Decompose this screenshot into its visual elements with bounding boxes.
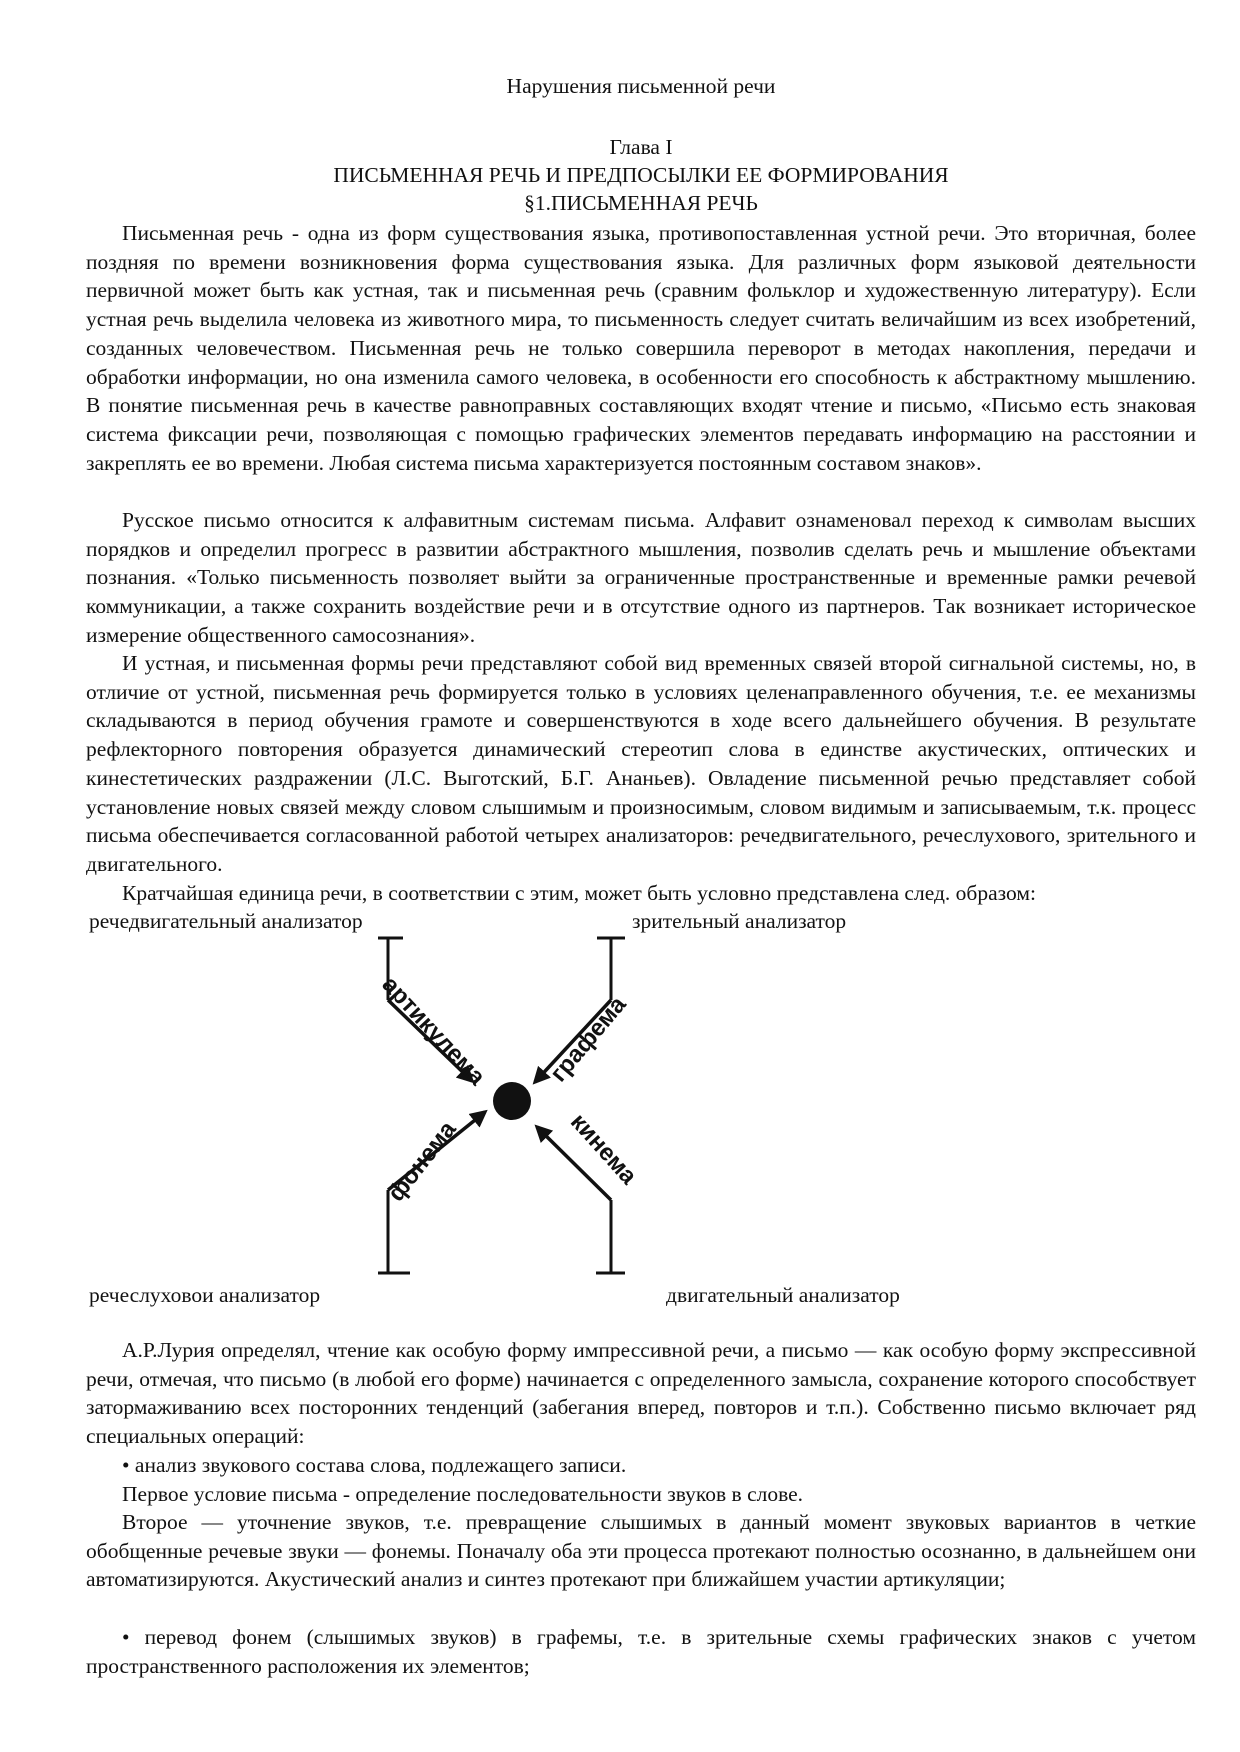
paragraph: А.Р.Лурия определял, чтение как особую форму импрессивной речи, а письмо — как особую форму экспрессивной речи, отмечая, что письмо (в любой его форме) начинается с определенного замысла, сохранение которого способствует затормаживанию всех посторонних тенденций (забегания вперед, повторов и т.п.). Собственно письмо включает ряд специальных операций:: [86, 1338, 1196, 1449]
chapter-number: Глава I: [609, 135, 673, 159]
paragraph: И устная, и письменная формы речи представляют собой вид временных связей второй сигнальной системы, но, в отличие от устной, письменная речь формируется только в условиях целенаправленного обучения, т.е. ее механизмы складываются в период обучения грамоте и совершенствуются в ходе всего дальнейшего обучения. В результате рефлекторного повторения образуется динамический стереотип слова в единстве акустических, оптических и кинестетических раздражении (Л.С. Выготский, Б.Г. Ананьев). Овладение письменной речью представляет собой установление новых связей между словом слышимым и произносимым, словом видимым и записываемым, т.к. процесс письма обеспечивается согласованной работой четырех анализаторов: речедвигательного, речеслухового, зрительного и двигательного.: [86, 651, 1196, 876]
chapter-title: ПИСЬМЕННАЯ РЕЧЬ И ПРЕДПОСЫЛКИ ЕЕ ФОРМИРОВАНИЯ: [333, 163, 949, 187]
diagram-label-bottom-left: речеслуховои анализатор: [89, 1283, 321, 1307]
paragraph: Второе — уточнение звуков, т.е. превращение слышимых в данный момент звуковых вариантов в четкие обобщенные речевые звуки — фонемы. Поначалу оба эти процесса протекают полностью осознанно, в дальнейшем они автоматизируются. Акустический анализ и синтез протекают при ближайшем участии артикуляции;: [86, 1510, 1196, 1592]
center-dot: [493, 1082, 531, 1120]
diagram-label-top-left: речедвигательный анализатор: [89, 909, 363, 933]
arrow-label-grafema: графема: [544, 991, 632, 1088]
running-title: Нарушения письменной речи: [506, 74, 776, 98]
paragraph: Письменная речь - одна из форм существования языка, противопоставленная устной речи. Это вторичная, более поздняя по времени возникновения форма существования языка. Для различных форм языковой деятельности первичной может быть как устная, так и письменная речь (сравним фольклор и художественную литературу). Если устная речь выделила человека из животного мира, то письменность следует считать величайшим из всех изобретений, созданных человечеством. Письменная речь не только совершила переворот в методах накопления, передачи и обработки информации, но она изменила самого человека, в особенности его способность к абстрактному мышлению. В понятие письменная речь в качестве равноправных составляющих входят чтение и письмо, «Письмо есть знаковая система фиксации речи, позволяющая с помощью графических элементов передавать информацию на расстоянии и закреплять ее во времени. Любая система письма характеризуется постоянным составом знаков».: [86, 221, 1196, 475]
list-item: • анализ звукового состава слова, подлежащего записи.: [122, 1453, 627, 1477]
paragraph: Первое условие письма - определение последовательности звуков в слове.: [122, 1482, 804, 1506]
paragraph: Кратчайшая единица речи, в соответствии с этим, может быть условно представлена след. образом:: [122, 881, 1036, 905]
section-title: §1.ПИСЬМЕННАЯ РЕЧЬ: [524, 191, 758, 215]
arrow-label-fonema: фонема: [382, 1116, 462, 1207]
paragraph: Русское письмо относится к алфавитным системам письма. Алфавит ознаменовал переход к символам высших порядков и определил прогресс в развитии абстрактного мышления, позволив сделать речь и мышление объектами познания. «Только письменность позволяет выйти за ограниченные пространственные и временные рамки речевой коммуникации, а также сохранить воздействие речи и в отсутствие одного из партнеров. Так возникает историческое измерение общественного самосознания».: [86, 508, 1196, 647]
arrow-label-artikulema: артикулема: [376, 971, 491, 1091]
list-item: • перевод фонем (слышимых звуков) в графемы, т.е. в зрительные схемы графических знаков с учетом пространственного расположения их элементов;: [86, 1625, 1196, 1678]
diagram-label-top-right: зрительный анализатор: [632, 909, 847, 933]
arrow-label-kinema: кинема: [565, 1108, 643, 1190]
diagram-label-bottom-right: двигательный анализатор: [666, 1283, 900, 1307]
